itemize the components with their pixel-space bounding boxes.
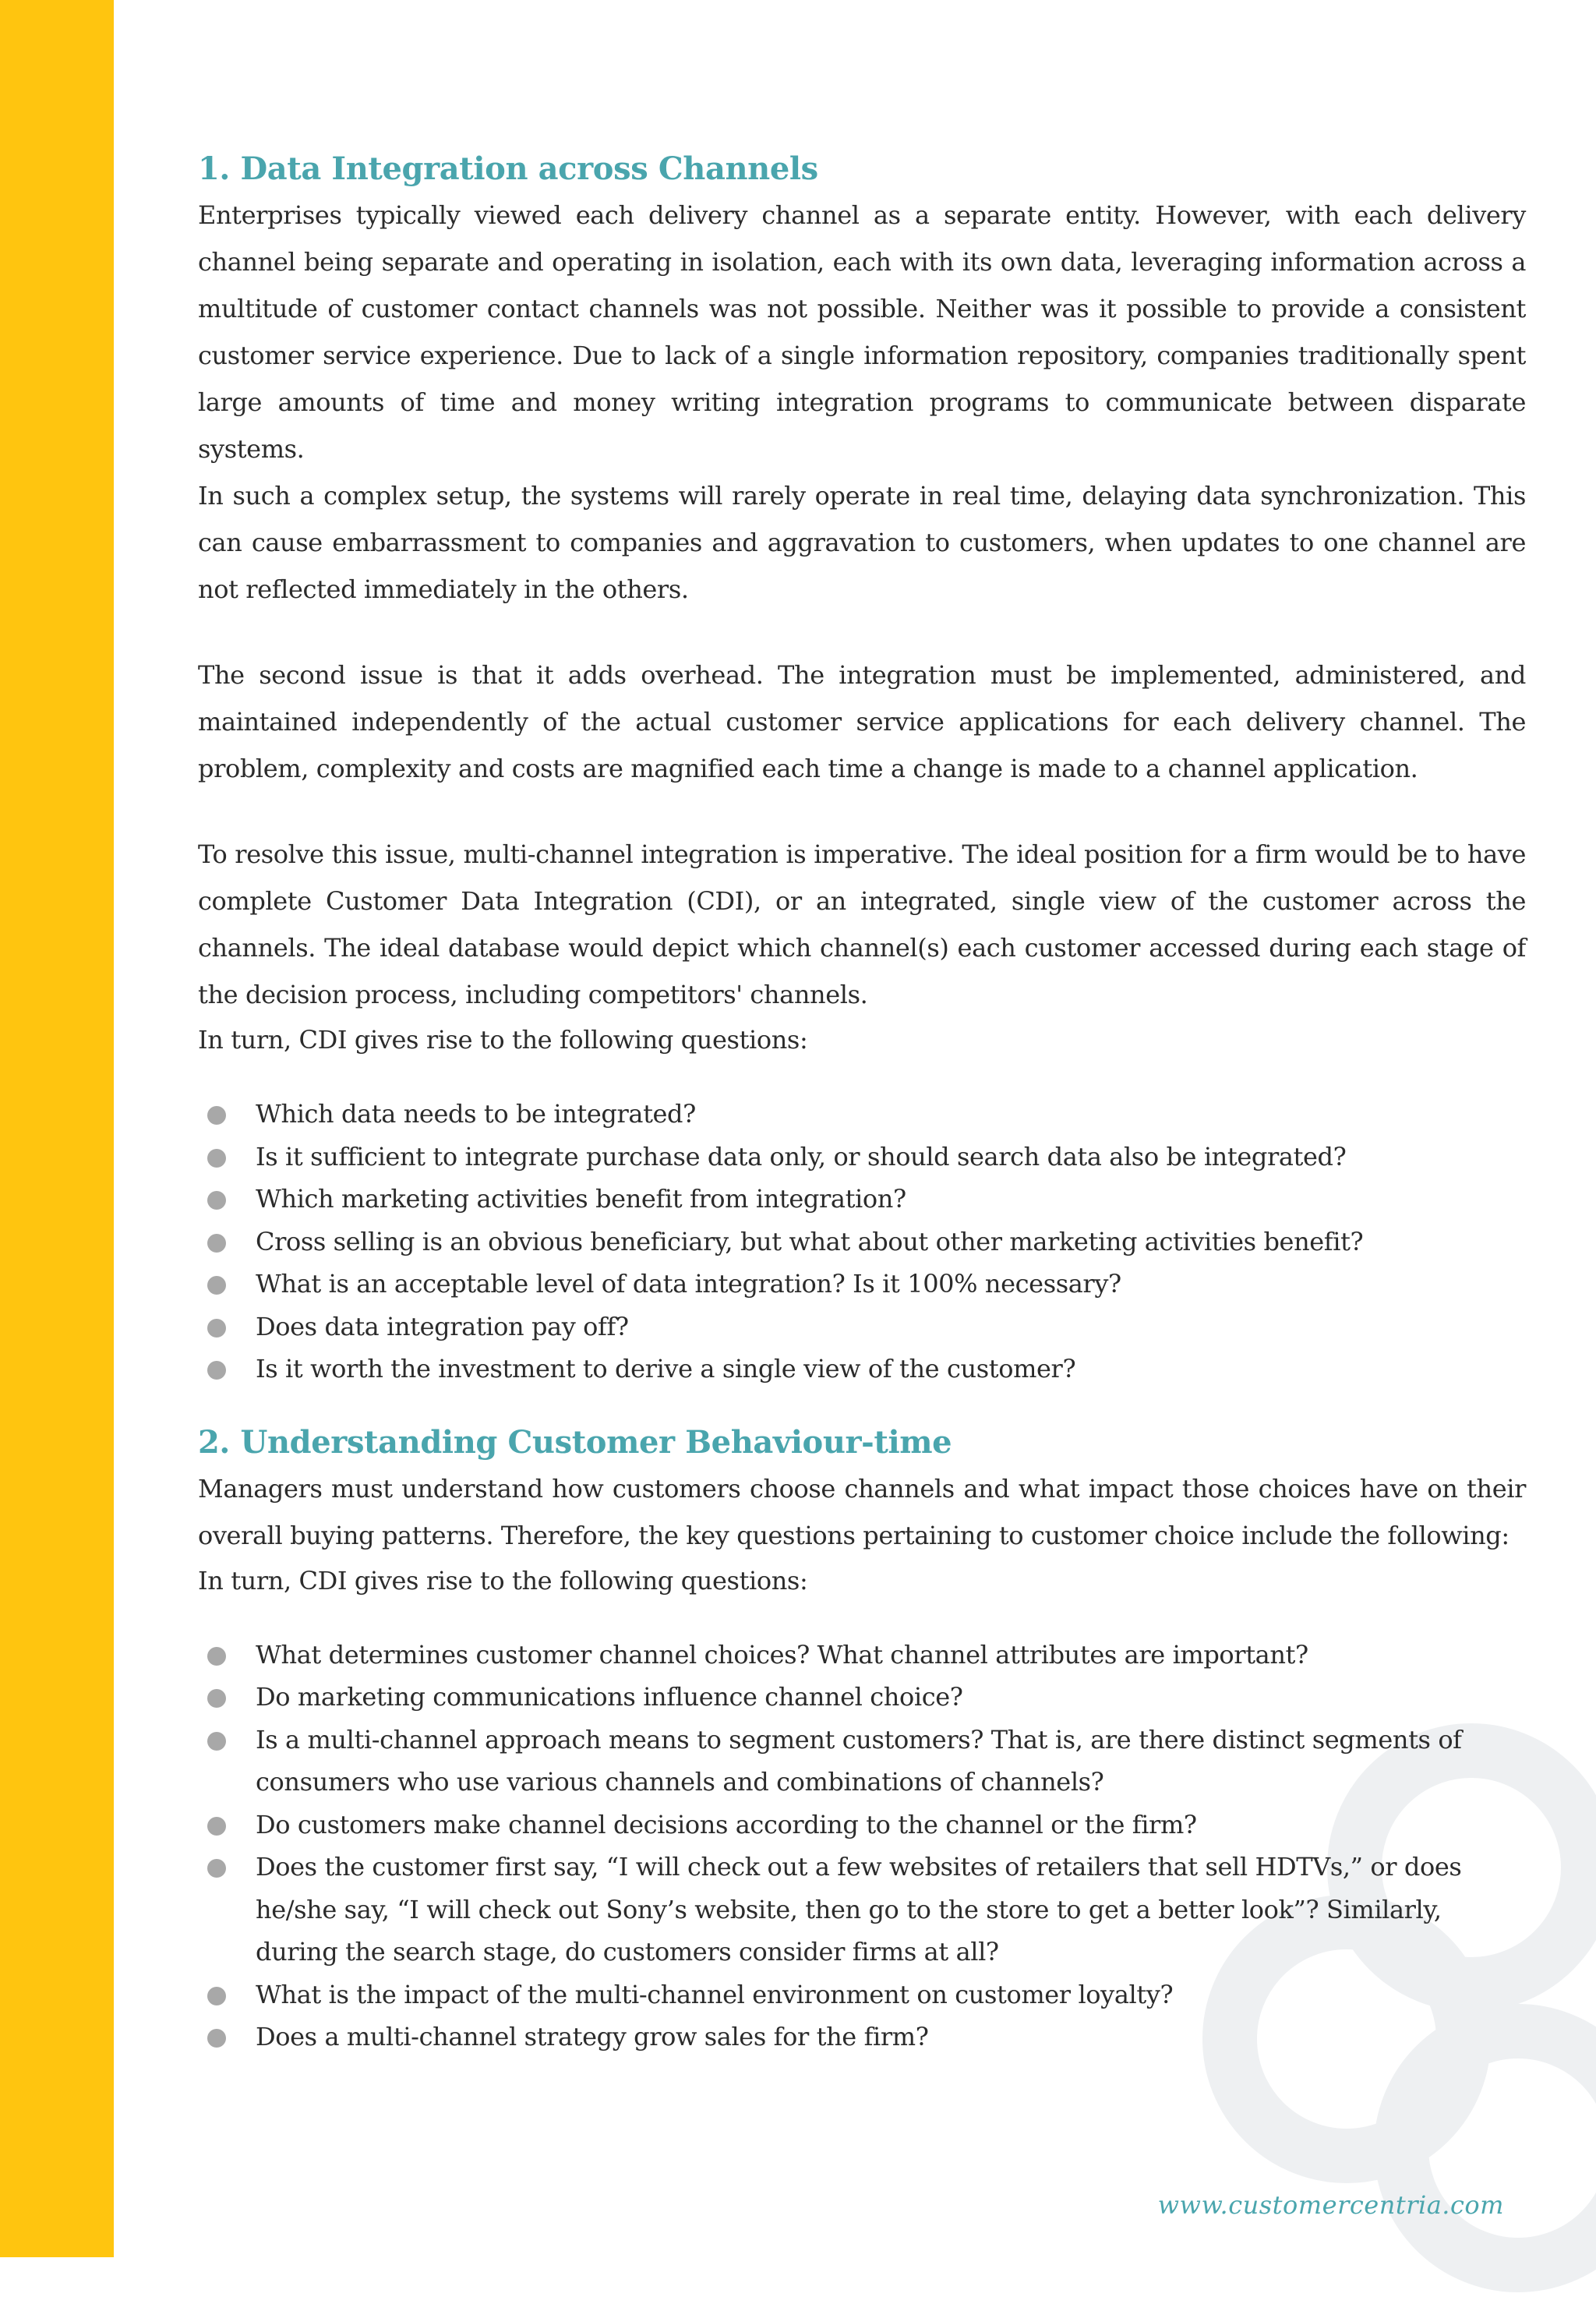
list-item: Cross selling is an obvious beneficiary, but what about other marketing activities benefit? <box>198 1221 1526 1263</box>
section-1-paragraph-4: To resolve this issue, multi-channel integration is imperative. The ideal position for a firm would be to have complete Customer Data Integration (CDI), or an integrated, single view of the customer across the channels. The ideal database would depict which channel(s) each customer accessed during each stage of the decision process, including competitors' channels. <box>198 839 1526 1009</box>
section-2-paragraph-1: Managers must understand how customers choose channels and what impact those choices have on their overall buying patterns. Therefore, the key questions pertaining to customer choice include the following: <box>198 1473 1526 1550</box>
list-item: Do marketing communications influence channel choice? <box>198 1676 1526 1719</box>
list-item: Which marketing activities benefit from integration? <box>198 1178 1526 1221</box>
bullet-dot-icon <box>207 1319 226 1338</box>
section-2-bullet-list <box>198 1634 1526 2058</box>
bullet-dot-icon <box>207 2029 226 2048</box>
bullet-dot-icon <box>207 1234 226 1253</box>
list-item: What is the impact of the multi-channel environment on customer loyalty? <box>198 1974 1526 2016</box>
section-2-title: 2. Understanding Customer Behaviour-time <box>198 1423 952 1461</box>
section-1-paragraph-2: In such a complex setup, the systems will rarely operate in real time, delaying data synchronization. This can cause embarrassment to companies and aggravation to customers, when updates to one channel are not reflected immediately in the others. <box>198 481 1526 604</box>
bullet-dot-icon <box>207 1987 226 2005</box>
list-item: Which data needs to be integrated? <box>198 1093 1526 1136</box>
section-1-intro: In turn, CDI gives rise to the following questions: <box>198 1025 808 1055</box>
bullet-dot-icon <box>207 1276 226 1295</box>
footer-website-link[interactable]: www.customercentria.com <box>1157 2190 1504 2220</box>
list-item: Does the customer first say, “I will check out a few websites of retailers that sell HDTVs,” or does he/she say, “I will check out Sony’s website, then go to the store to get a better look”? Similarly, during the search stage, do customers consider firms at all? <box>198 1846 1526 1974</box>
section-1-title: 1. Data Integration across Channels <box>198 150 818 187</box>
section-2-intro: In turn, CDI gives rise to the following questions: <box>198 1565 808 1595</box>
list-item: Does data integration pay off? <box>198 1306 1526 1348</box>
bullet-dot-icon <box>207 1647 226 1666</box>
bullet-dot-icon <box>207 1689 226 1708</box>
bullet-dot-icon <box>207 1859 226 1878</box>
list-item: What determines customer channel choices? What channel attributes are important? <box>198 1634 1526 1677</box>
list-item: What is an acceptable level of data integration? Is it 100% necessary? <box>198 1263 1526 1306</box>
list-item: Is a multi-channel approach means to segment customers? That is, are there distinct segments of consumers who use various channels and combinations of channels? <box>198 1719 1526 1804</box>
document-content <box>198 147 1526 2058</box>
section-1-bullet-list <box>198 1093 1526 1391</box>
bullet-dot-icon <box>207 1732 226 1751</box>
left-accent-bar <box>0 0 114 2257</box>
list-item: Is it worth the investment to derive a single view of the customer? <box>198 1348 1526 1391</box>
section-1-paragraph-3: The second issue is that it adds overhead. The integration must be implemented, administered, and maintained independently of the actual customer service applications for each delivery channel. The problem, complexity and costs are magnified each time a change is made to a channel application. <box>198 660 1526 783</box>
list-item: Do customers make channel decisions according to the channel or the firm? <box>198 1804 1526 1846</box>
list-item: Is it sufficient to integrate purchase data only, or should search data also be integrated? <box>198 1136 1526 1179</box>
section-1-paragraph-1: Enterprises typically viewed each delivery channel as a separate entity. However, with each delivery channel being separate and operating in isolation, each with its own data, leveraging information across a multitude of customer contact channels was not possible. Neither was it possible to provide a consistent customer service experience. Due to lack of a single information repository, companies traditionally spent large amounts of time and money writing integration programs to communicate between disparate systems. <box>198 200 1526 464</box>
bullet-dot-icon <box>207 1191 226 1210</box>
bullet-dot-icon <box>207 1106 226 1125</box>
bullet-dot-icon <box>207 1817 226 1836</box>
list-item: Does a multi-channel strategy grow sales for the firm? <box>198 2016 1526 2058</box>
bullet-dot-icon <box>207 1149 226 1168</box>
bullet-dot-icon <box>207 1361 226 1380</box>
